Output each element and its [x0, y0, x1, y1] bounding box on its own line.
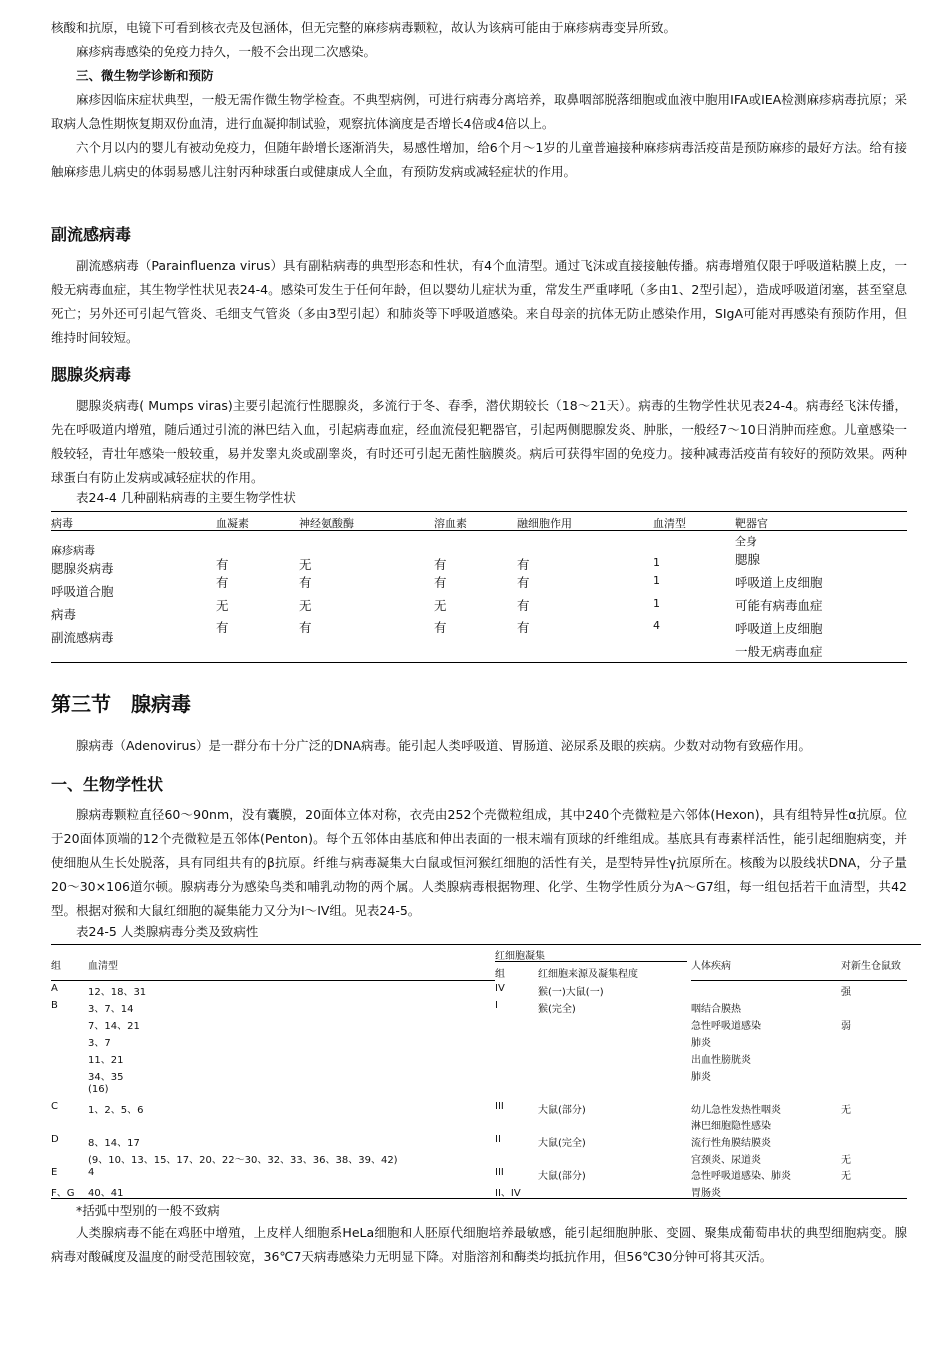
table-cell-dis: 淋巴细胞隐性感染 — [691, 1121, 771, 1132]
table-cell: 有 — [434, 557, 447, 572]
table-cell: 无 — [299, 598, 312, 613]
table-cell-sero: 40、41 — [88, 1188, 124, 1199]
table-cell: 有 — [434, 620, 447, 635]
table-header: 靶器官 — [735, 517, 768, 530]
table-cell-dis: 幼儿急性发热性咽炎 — [691, 1105, 781, 1116]
table-cell: 腮腺炎病毒 — [51, 561, 114, 576]
table-bottom-rule — [51, 1198, 907, 1199]
table-header: 血凝素 — [216, 517, 249, 530]
table-cell-sero: (16) — [88, 1084, 109, 1095]
table-top-rule — [51, 944, 921, 945]
table-cell-group: C — [51, 1101, 58, 1112]
table-cell: 呼吸道上皮细胞 — [735, 575, 823, 590]
table-cell-rg: III — [495, 1101, 504, 1112]
table-cell: 4 — [653, 619, 660, 632]
section-heading: 一、生物学性状 — [51, 775, 164, 794]
table-cell-group: A — [51, 983, 58, 994]
table-header: 组 — [495, 969, 505, 980]
table-cell-onco: 无 — [841, 1105, 851, 1116]
table-cell-rg: III — [495, 1167, 504, 1178]
table-cell: 有 — [434, 575, 447, 590]
table-cell: 麻疹病毒 — [51, 544, 95, 557]
table-cell-sero: (9、10、13、15、17、20、22～30、32、33、36、38、39、42) — [88, 1155, 398, 1166]
table-header-rule — [51, 530, 907, 531]
table-cell: 有 — [517, 557, 530, 572]
table-cell-dis: 流行性角膜结膜炎 — [691, 1138, 771, 1149]
table-top-rule — [51, 511, 907, 512]
table-cell: 呼吸道上皮细胞 — [735, 621, 823, 636]
table-header: 组 — [51, 961, 61, 972]
table-cell-dis: 胃肠炎 — [691, 1188, 721, 1199]
table-cell: 副流感病毒 — [51, 630, 114, 645]
table-cell: 病毒 — [51, 607, 77, 622]
table-cell-rg: IV — [495, 983, 505, 994]
table-cell-dis: 急性呼吸道感染、肺炎 — [691, 1171, 791, 1182]
paragraph: 六个月以内的婴儿有被动免疫力，但随年龄增长逐渐消失，易感性增加，给6个月～1岁的儿童普遍接种麻疹病毒活疫苗是预防麻疹的最好方法。给有接触麻疹患儿病史的体弱易感儿注射丙种球蛋白或健康成人全血，有预防发病或减轻症状的作用。 — [51, 140, 907, 179]
table-cell: 有 — [299, 575, 312, 590]
table-cell-onco: 强 — [841, 987, 851, 998]
table-cell-sero: 12、18、31 — [88, 987, 147, 998]
table-header: 神经氨酸酶 — [299, 517, 354, 530]
table-header-rule — [51, 980, 495, 981]
paragraph: 核酸和抗原，电镜下可看到核衣壳及包涵体，但无完整的麻疹病毒颗粒，故认为该病可能由于麻疹病毒变异所致。 — [51, 20, 677, 35]
table-cell-group: F、G — [51, 1188, 75, 1199]
table-cell-dis: 咽结合膜热 — [691, 1004, 741, 1015]
biology-paragraph: 腺病毒颗粒直径60～90nm，没有囊膜，20面体立体对称，衣壳由252个壳微粒组成，其中240个壳微粒是六邻体(Hexon)，具有组特异性α抗原。位于20面体顶端的12个壳微粒是五邻体(Penton)。每个五邻体由基底和伸出表面的一根末端有顶球的纤维组成。基底具有毒素样活性，能引起细胞病变，并使细胞从生长处脱落，具有同组共有的β抗原。纤维与病毒凝集大白鼠或恒河猴红细胞的活性有关，是型特异性γ抗原所在。核酸为以股线状DNA，分子量20～30×106道尔顿。腺病毒分为感染鸟类和哺乳动物的两个属。人类腺病毒根据物理、化学、生物学性质分为A～G7组，每一组包括若干血清型，共42型。根据对猴和大鼠红细胞的凝集能力又分为I～IV组。见表24-5。 — [51, 807, 907, 918]
table-cell-src: 大鼠(部分) — [538, 1171, 586, 1182]
rbc-subheader-rule — [495, 961, 687, 962]
table-cell-onco: 弱 — [841, 1021, 851, 1032]
paragraph: 麻疹病毒感染的免疫力持久，一般不会出现二次感染。 — [76, 44, 377, 59]
table-cell: 有 — [216, 575, 229, 590]
table-cell-rg: II、IV — [495, 1188, 521, 1199]
table-cell-dis: 出血性膀胱炎 — [691, 1055, 751, 1066]
table-cell-sero: 11、21 — [88, 1055, 124, 1066]
table-cell-src: 猴(一)大鼠(一) — [538, 987, 604, 998]
table-cell-dis: 肺炎 — [691, 1072, 711, 1083]
mumps-paragraph: 腮腺炎病毒( Mumps viras)主要引起流行性腮腺炎，多流行于冬、春季，潜伏期较长（18～21天）。病毒的生物学性状见表24-4。病毒经飞沫传播，先在呼吸道内增殖，随后通过引流的淋巴结入血，引起病毒血症，经血流侵犯靶器官，引起两侧腮腺发炎、肿胀，一般经7～10日消肿而痊愈。儿童感染一般较轻，青壮年感染一般较重，易并发睾丸炎或副睾炎，有时还可引起无菌性脑膜炎。病后可获得牢固的免疫力。接种减毒活疫苗有较好的预防效果。两种球蛋白有防止发病或减轻症状的作用。 — [51, 398, 907, 485]
table-cell: 有 — [299, 620, 312, 635]
table-cell-rg: I — [495, 1000, 498, 1011]
table-cell-sero: 1、2、5、6 — [88, 1105, 144, 1116]
table-cell-rg: II — [495, 1134, 501, 1145]
table-cell: 无 — [216, 598, 229, 613]
table-bottom-rule — [51, 662, 907, 663]
table-cell-sero: 34、35 — [88, 1072, 124, 1083]
table-cell-group: D — [51, 1134, 59, 1145]
table-cell: 1 — [653, 574, 660, 587]
table-cell-sero: 3、7、14 — [88, 1004, 134, 1015]
parainfluenza-paragraph: 副流感病毒（Parainfluenza virus）具有副粘病毒的典型形态和性状，有4个血清型。通过飞沫或直接接触传播。病毒增殖仅限于呼吸道粘膜上皮，一般无病毒血症，其生物学性状见表24-4。感染可发生于任何年龄，但以婴幼儿症状为重，常发生严重哮吼（多由1、2型引起），造成呼吸道闭塞，甚至窒息死亡；另外还可引起气管炎、毛细支气管炎（多由3型引起）和肺炎等下呼吸道感染。来自母亲的抗体无防止感染作用，SIgA可能对再感染有预防作用，但维持时间较短。 — [51, 258, 907, 345]
table-header: 人体疾病 — [691, 961, 731, 972]
table-24-4-caption: 表24-4 几种副粘病毒的主要生物学性状 — [76, 490, 296, 505]
section-heading: 三、微生物学诊断和预防 — [76, 68, 214, 83]
table-cell-onco: 无 — [841, 1155, 851, 1166]
table-24-5-caption: 表24-5 人类腺病毒分类及致病性 — [76, 924, 259, 939]
table-cell-onco: 无 — [841, 1171, 851, 1182]
table-cell: 1 — [653, 556, 660, 569]
table-cell: 无 — [434, 598, 447, 613]
table-cell: 有 — [517, 575, 530, 590]
table-cell-dis: 肺炎 — [691, 1038, 711, 1049]
table-cell-dis: 急性呼吸道感染 — [691, 1021, 761, 1032]
table-footnote: *括弧中型别的一般不致病 — [76, 1203, 220, 1218]
table-cell: 有 — [517, 598, 530, 613]
table-cell: 有 — [216, 557, 229, 572]
chapter-title: 第三节 腺病毒 — [51, 692, 191, 716]
table-cell: 1 — [653, 597, 660, 610]
table-cell: 腮腺 — [735, 552, 761, 567]
table-header: 对新生仓鼠致 — [841, 961, 901, 972]
table-cell-src: 大鼠(部分) — [538, 1105, 586, 1116]
chapter-intro: 腺病毒（Adenovirus）是一群分布十分广泛的DNA病毒。能引起人类呼吸道、胃肠道、泌尿系及眼的疾病。少数对动物有致癌作用。 — [76, 738, 811, 753]
table-cell: 一般无病毒血症 — [735, 644, 823, 659]
table-cell: 可能有病毒血症 — [735, 598, 823, 613]
table-cell-sero: 4 — [88, 1167, 95, 1178]
table-cell: 有 — [216, 620, 229, 635]
table-cell-group: B — [51, 1000, 58, 1011]
table-cell: 无 — [299, 557, 312, 572]
mumps-heading: 腮腺炎病毒 — [51, 365, 132, 384]
table-header: 血清型 — [653, 517, 686, 530]
table-header: 病毒 — [51, 517, 73, 530]
table-cell-src: 大鼠(完全) — [538, 1138, 586, 1149]
table-header: 血清型 — [88, 961, 118, 972]
table-cell: 全身 — [735, 535, 757, 548]
paragraph: 麻疹因临床症状典型，一般无需作微生物学检查。不典型病例，可进行病毒分离培养，取鼻咽部脱落细胞或血液中胞用IFA或IEA检测麻疹病毒抗原；采取病人急性期恢复期双份血清，进行血凝抑制试验，观察抗体滴度是否增长4倍或4倍以上。 — [51, 92, 907, 131]
closing-paragraph: 人类腺病毒不能在鸡胚中增殖，上皮样人细胞系HeLa细胞和人胚原代细胞培养最敏感，能引起细胞肿胀、变圆、聚集成葡萄串状的典型细胞病变。腺病毒对酸碱度及温度的耐受范围较宽，36℃7天病毒感染力无明显下降。对脂溶剂和酶类均抵抗作用，但56℃30分钟可将其灭活。 — [51, 1225, 907, 1264]
table-cell-sero: 3、7 — [88, 1038, 111, 1049]
parainfluenza-heading: 副流感病毒 — [51, 225, 132, 244]
table-header: 溶血素 — [434, 517, 467, 530]
table-cell-sero: 7、14、21 — [88, 1021, 140, 1032]
table-cell-dis: 宫颈炎、尿道炎 — [691, 1155, 761, 1166]
table-cell: 呼吸道合胞 — [51, 584, 114, 599]
table-header-rule — [691, 980, 907, 981]
table-header: 融细胞作用 — [517, 517, 572, 530]
table-cell: 有 — [517, 620, 530, 635]
table-cell-group: E — [51, 1167, 58, 1178]
table-header: 红细胞来源及凝集程度 — [538, 969, 638, 980]
table-cell-sero: 8、14、17 — [88, 1138, 140, 1149]
table-cell-src: 猴(完全) — [538, 1004, 576, 1015]
table-header: 红细胞凝集 — [495, 951, 545, 962]
measles-continued-section — [51, 16, 907, 184]
